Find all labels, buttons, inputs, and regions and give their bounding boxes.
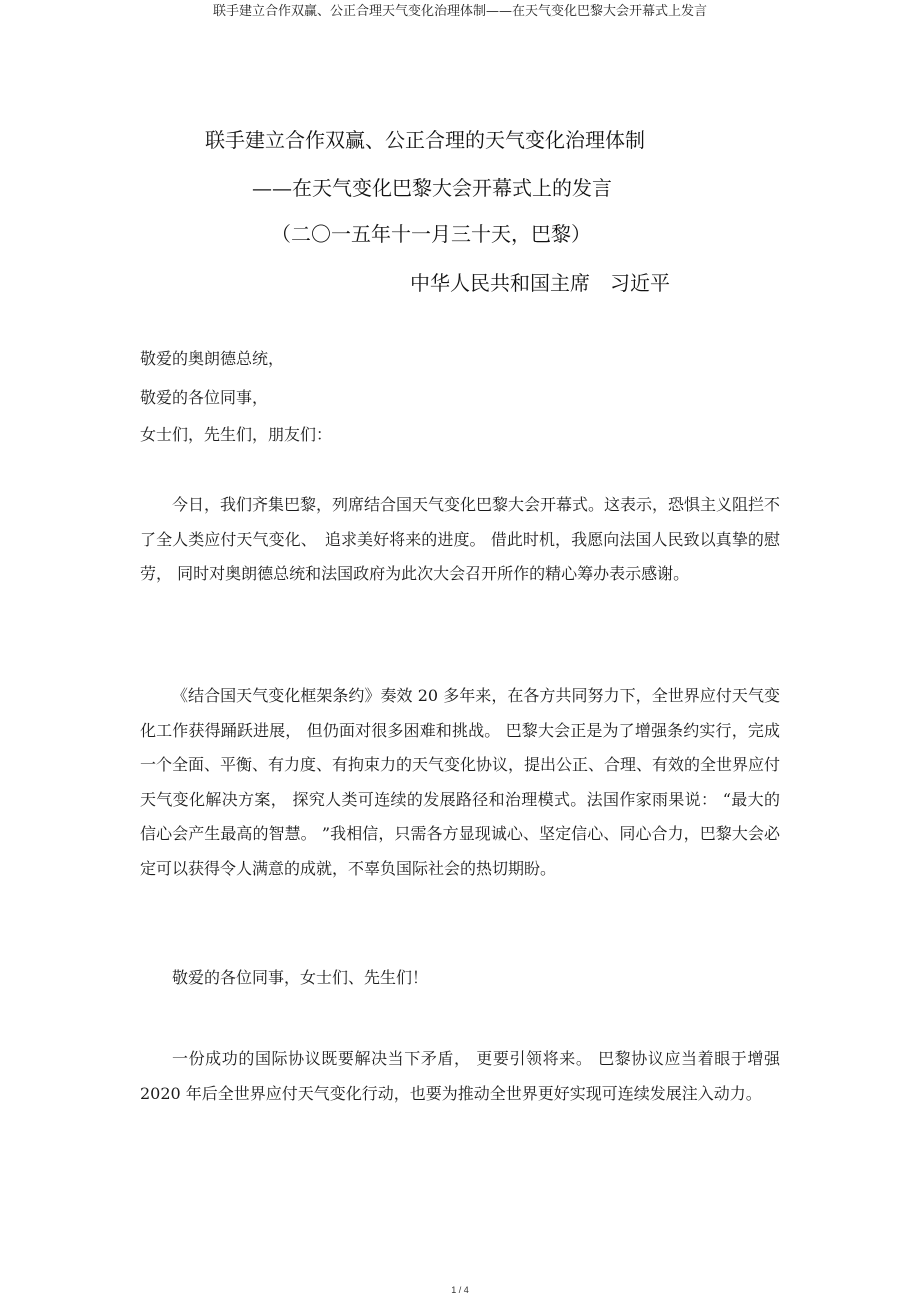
page-number: 1 / 4: [451, 1285, 469, 1295]
author-line: [410, 270, 670, 296]
body-paragraph: 今日，我们齐集巴黎，列席结合国天气变化巴黎大会开幕式。这表示，恐惧主义阻拦不了全人类应付天气变化、 追求美好将来的进度。 借此时机，我愿向法国人民致以真挚的慰劳， 同时对奥朗德总统和法国政府为此次大会召开所作的精心筹办表示感谢。: [140, 495, 781, 583]
author-name: 习近平: [610, 271, 670, 295]
date-place: （二〇一五年十一月三十天，巴黎）: [271, 222, 591, 246]
salutation-line: 敬爱的奥朗德总统，: [140, 349, 285, 368]
document-subtitle: ——在天气变化巴黎大会开幕式上的发言: [252, 176, 612, 200]
body-paragraph: 《结合国天气变化框架条约》奏效 20 多年来，在各方共同努力下，全世界应付天气变化工作获得踊跃进展， 但仍面对很多困难和挑战。 巴黎大会正是为了增强条约实行，完成一个全面、平衡、有力度、有拘束力的天气变化协议，提出公正、合理、有效的全世界应付天气变化解决方案， 探究人类可连续的发展路径和治理模式。法国作家雨果说： “最大的信心会产生最高的智慧。 ”我相信，只需各方显现诚心、坚定信心、同心合力，巴黎大会必定可以获得令人满意的成就，不辜负国际社会的热切期盼。: [140, 686, 781, 878]
salutation-line: 敬爱的各位同事，: [140, 388, 269, 407]
author-title: 中华人民共和国主席: [410, 271, 590, 295]
body-paragraph: 一份成功的国际协议既要解决当下矛盾， 更要引领将来。 巴黎协议应当着眼于增强 2020 年后全世界应付天气变化行动，也要为推动全世界更好实现可连续发展注入动力。: [140, 1049, 780, 1103]
running-header: 联手建立合作双赢、公正合理天气变化治理体制——在天气变化巴黎大会开幕式上发言: [212, 4, 707, 19]
document-title: 联手建立合作双赢、公正合理的天气变化治理体制: [205, 128, 645, 152]
body-paragraph: 敬爱的各位同事，女士们、先生们！: [172, 968, 429, 987]
salutation-line: 女士们，先生们，朋友们：: [140, 425, 333, 444]
